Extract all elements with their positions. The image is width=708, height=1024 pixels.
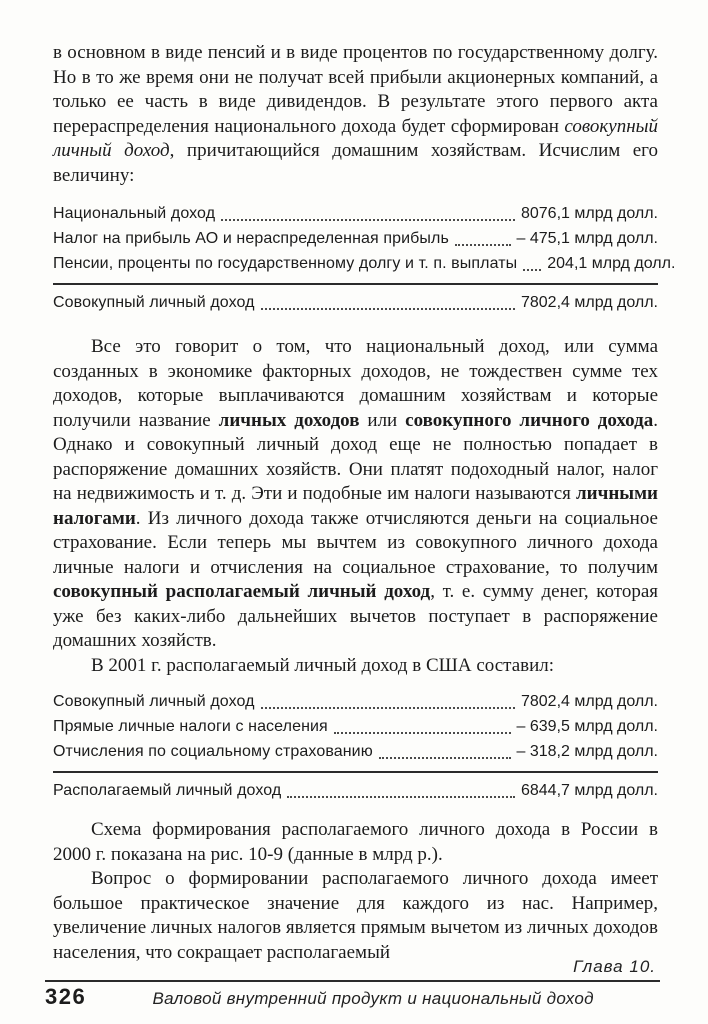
bold-term: личными налогами (53, 483, 658, 529)
bold-term: личных доходов (218, 409, 360, 431)
paragraph-5: Вопрос о формировании располагаемого личного дохода имеет большое практическое значение для каждого из нас. Например, увеличение личных налогов является прямым вычетом из личных доходов населения, что сокращает располагаемый (53, 868, 658, 963)
paragraph-4: Схема формирования располагаемого личного дохода в России в 2000 г. показана на рис. 10-9 (данные в млрд р.). (53, 819, 658, 865)
dot-leader (287, 796, 515, 798)
total-label: Совокупный личный доход (53, 293, 255, 311)
row-label: Совокупный личный доход (53, 692, 255, 710)
text-run: . Однако и совокупный личный доход еще не полностью попадает в распоряжение домашних хозяйств. Они платят подоходный налог, налог на недвижимость и т. д. Эти и подобные им налоги называются (53, 409, 659, 504)
paragraph-1 (53, 41, 658, 188)
row-label: Национальный доход (53, 204, 216, 222)
dot-leader (261, 707, 515, 709)
text-run: , причитающийся домашним хозяйствам. Исчислим его величину: (53, 140, 658, 186)
row-label: Отчисления по социальному страхованию (53, 742, 373, 760)
text-run: . Из личного дохода также отчисляются деньги на социальное страхование. Если теперь мы вычтем из совокупного личного дохода личные налоги и отчисления на социальное страхование, то получим (53, 507, 658, 578)
dot-leader (455, 244, 511, 246)
table-total-rule (53, 283, 658, 285)
bold-term: совокупного личного дохода (405, 409, 654, 431)
table-disposable-personal-income (53, 689, 658, 803)
row-value: 204,1 млрд долл. (547, 254, 676, 272)
row-label: Пенсии, проценты по государственному долгу и т. п. выплаты (53, 254, 518, 272)
footer-row (45, 984, 660, 1010)
footer-rule (45, 980, 660, 982)
dot-leader (261, 308, 515, 310)
bold-term: совокупный располагаемый личный доход (53, 581, 431, 602)
table-row (53, 689, 658, 714)
dot-leader (379, 757, 511, 759)
text-run: Все это говорит о том, что национальный доход, или сумма созданных в экономике факторных доходов, не тождествен сумме тех доходов, которые выплачиваются домашним хозяйствам и которые получили название (53, 336, 658, 431)
text-run: , т. е. сумму денег, которая уже без каких-либо дальнейших вычетов поступает в распоряжение домашних хозяйств. (53, 581, 658, 651)
page-footer (45, 957, 660, 1010)
paragraph-2 (53, 335, 658, 654)
running-title: Валовой внутренний продукт и национальный доход (152, 989, 594, 1008)
table-row (53, 739, 658, 764)
row-value: – 475,1 млрд долл. (516, 229, 658, 247)
table-row (53, 251, 676, 276)
table-total-row (53, 290, 658, 315)
table-row (53, 226, 658, 251)
dot-leader (523, 269, 541, 271)
table-aggregate-personal-income (53, 201, 676, 315)
table-total-row (53, 778, 658, 803)
row-value: 8076,1 млрд долл. (520, 204, 658, 222)
total-value: 6844,7 млрд долл. (520, 781, 658, 799)
total-label: Располагаемый личный доход (53, 781, 282, 799)
italic-term: совокупный личный доход (53, 115, 658, 161)
table-row (53, 714, 658, 739)
dot-leader (334, 732, 511, 734)
row-value: 7802,4 млрд долл. (520, 692, 658, 710)
page-number: 326 (45, 984, 87, 1009)
text-run: или (359, 409, 406, 431)
row-value: – 639,5 млрд долл. (516, 717, 658, 735)
chapter-label: Глава 10. (573, 957, 656, 976)
row-label: Налог на прибыль АО и нераспределенная прибыль (53, 229, 449, 247)
table-total-rule (53, 771, 658, 773)
dot-leader (221, 219, 515, 221)
text-run: в основном в виде пенсий и в виде процентов по государственному долгу. Но в то же время они не получат всей прибыли акционерных компаний, а только ее часть в виде дивидендов. В результате этого первого акта перераспределения национального дохода будет сформирован (53, 42, 658, 137)
paragraph-3: В 2001 г. располагаемый личный доход в США составил: (91, 654, 555, 676)
total-value: 7802,4 млрд долл. (520, 293, 658, 311)
page-content (53, 41, 676, 965)
row-label: Прямые личные налоги с населения (53, 717, 328, 735)
table-row (53, 201, 658, 226)
row-value: – 318,2 млрд долл. (516, 742, 658, 760)
